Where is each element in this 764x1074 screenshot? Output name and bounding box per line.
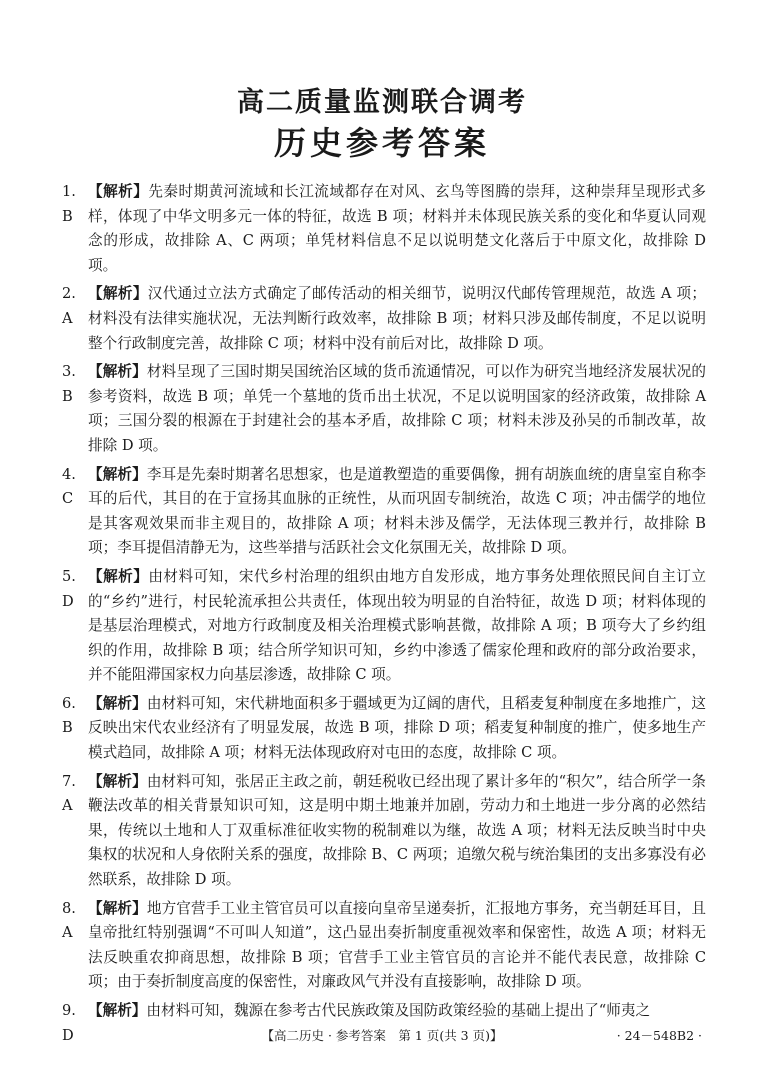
answer-text: 由材料可知，张居正主政之前，朝廷税收已经出现了累计多年的“积欠”，结合所学一条鞭法改革的相关背景知识可知，这是明中期土地兼并加剧，劳动力和土地进一步分离的必然结果，传统以土地和人丁双重标准征收实物的税制难以为继，故选 A 项；材料无法反映当时中央集权的状况和人身依附关系的强度，故排除 B、C 两项；追缴欠税与统治集团的支出多寡没有必然联系，故排除 D 项。 [88, 772, 706, 889]
answer-item-8 [62, 897, 706, 995]
page-title: 高二质量监测联合调考 [237, 87, 527, 118]
analysis-tag: 【解析】 [88, 363, 147, 381]
answer-item-7 [62, 770, 706, 893]
answer-number: 6. B [62, 694, 76, 737]
answer-text: 由材料可知，宋代耕地面积多于疆域更为辽阔的唐代，且稻麦复种制度在多地推广，这反映出宋代农业经济有了明显发展，故选 B 项，排除 D 项；稻麦复种制度的推广，使多地生产模式趋同，故排除 A 项；材料无法体现政府对屯田的态度，故排除 C 项。 [88, 694, 706, 762]
analysis-tag: 【解析】 [88, 285, 148, 303]
page-subtitle: 历史参考答案 [273, 124, 490, 162]
answer-text: 由材料可知，魏源在参考古代民族政策及国防政策经验的基础上提出了“师夷之 [146, 1002, 651, 1019]
answer-text: 由材料可知，宋代乡村治理的组织由地方自发形成，地方事务处理依照民间自主订立的“乡约”进行，村民轮流承担公共责任，体现出较为明显的自治特征，故选 D 项；材料体现的是基层治理模式，对地方行政制度及相关治理模式影响甚微，故排除 A 项；B 项夸大了乡约组织的作用，故排除 B 项；结合所学知识可知，乡约中渗透了儒家伦理和政府的部分政治要求，并不能阻滞国家权力向基层渗透，故排除 C 项。 [88, 567, 706, 684]
answer-item-3 [62, 360, 706, 458]
answer-number: 2. A [62, 285, 76, 327]
answer-item-1 [62, 180, 706, 278]
answer-item-2 [62, 282, 706, 356]
answer-number: 8. A [62, 899, 76, 942]
analysis-tag: 【解析】 [88, 183, 149, 200]
answer-number: 5. D [62, 567, 76, 610]
answer-number: 1. B [62, 183, 76, 225]
answer-item-5 [62, 565, 706, 688]
answer-text: 先秦时期黄河流域和长江流域都存在对风、玄鸟等图腾的崇拜，这种崇拜呈现形式多样，体现了中华文明多元一体的特征，故选 B 项；材料并未体现民族关系的变化和华夏认同观念的形成，故排除 A、C 两项；单凭材料信息不足以说明楚文化落后于中原文化，故排除 D 项。 [88, 183, 706, 274]
page-footer [0, 1024, 764, 1048]
answer-text: 地方官营手工业主管官员可以直接向皇帝呈递奏折，汇报地方事务，充当朝廷耳目，且皇帝批红特别强调“不可叫人知道”，这凸显出奏折制度重视效率和保密性，故选 A 项；材料无法反映重农抑商思想，故排除 B 项；官营手工业主管官员的言论并不能代表民意，故排除 C 项；由于奏折制度高度的保密性，对廉政风气并没有直接影响，故排除 D 项。 [88, 899, 706, 991]
analysis-tag: 【解析】 [88, 465, 147, 483]
answer-item-4 [62, 463, 706, 561]
answer-number: 3. B [62, 363, 76, 405]
footer-page-info: 【高二历史 · 参考答案 第 1 页(共 3 页)】 [261, 1028, 503, 1043]
footer-code: · 24－548B2 · [616, 1028, 702, 1043]
analysis-tag: 【解析】 [88, 899, 147, 917]
answer-item-6 [62, 692, 706, 766]
answer-number: 9. D [62, 1002, 76, 1044]
analysis-tag: 【解析】 [88, 567, 149, 585]
answer-number: 7. A [62, 772, 76, 815]
analysis-tag: 【解析】 [88, 1002, 147, 1019]
answer-text: 李耳是先秦时期著名思想家，也是道教塑造的重要偶像，拥有胡族血统的唐皇室自称李耳的后代，其目的在于宣扬其血脉的正统性，从而巩固专制统治，故选 C 项；冲击儒学的地位是其客观效果而非主观目的，故排除 A 项；材料未涉及儒学，无法体现三教并行，故排除 B 项；李耳提倡清静无为，这些举措与活跃社会文化氛围无关，故排除 D 项。 [88, 465, 706, 557]
answer-number: 4. C [62, 465, 76, 508]
analysis-tag: 【解析】 [88, 694, 147, 712]
analysis-tag: 【解析】 [88, 772, 147, 790]
answer-text: 汉代通过立法方式确定了邮传活动的相关细节，说明汉代邮传管理规范，故选 A 项；材料没有法律实施状况，无法判断行政效率，故排除 B 项；材料只涉及邮传制度，不足以说明整个行政制度完善，故排除 C 项；材料中没有前后对比，故排除 D 项。 [88, 285, 706, 352]
answer-text: 材料呈现了三国时期吴国统治区域的货币流通情况，可以作为研究当地经济发展状况的参考资料，故选 B 项；单凭一个墓地的货币出土状况，不足以说明国家的经济政策，故排除 A 项；三国分裂的根源在于封建社会的基本矛盾，故排除 C 项；材料未涉及孙吴的币制改革，故排除 D 项。 [88, 363, 706, 454]
